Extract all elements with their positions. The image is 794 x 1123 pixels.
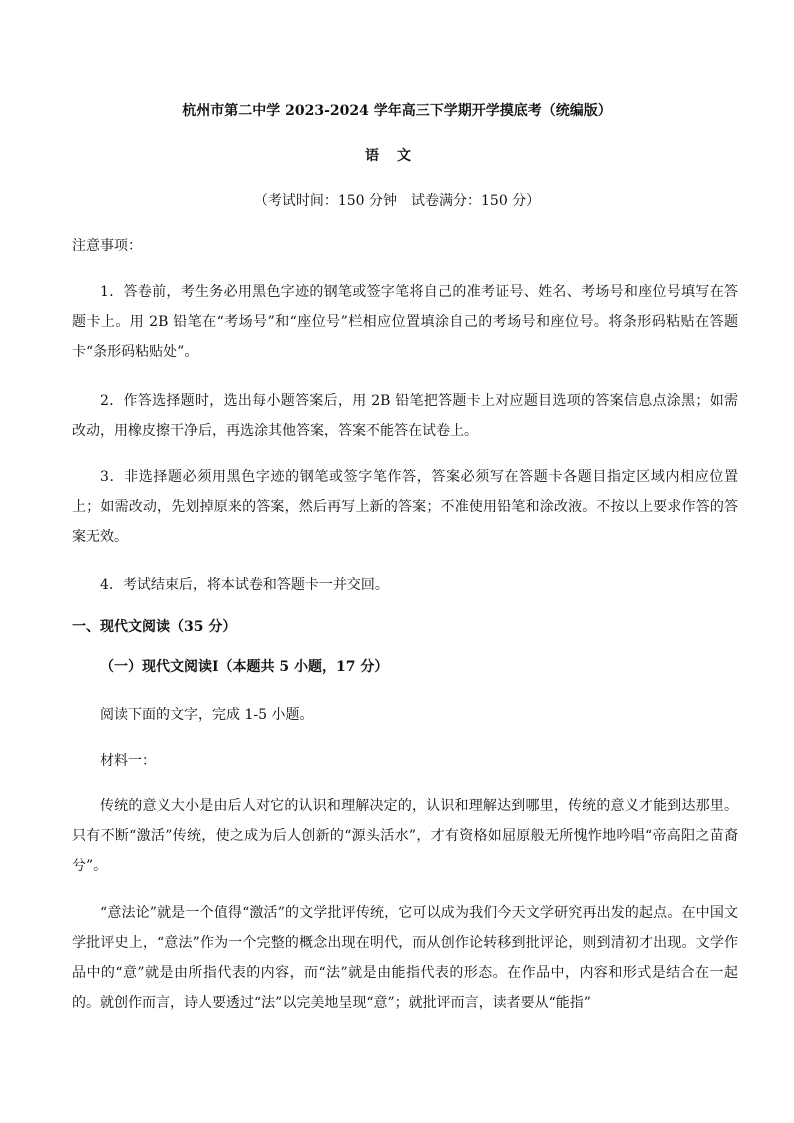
note-item-3: 3．非选择题必须用黑色字迹的钢笔或签字笔作答，答案必须写在答题卡各题目指定区域内相应位置上；如需改动，先划掉原来的答案，然后再写上新的答案；不准使用铅笔和涂改液。不按以上要求作答的答案无效。 [72,469,738,545]
note-item-4: 4．考试结束后，将本试卷和答题卡一并交回。 [100,577,389,593]
notes-heading: 注意事项： [72,238,142,254]
material-label: 材料一： [100,753,156,769]
exam-info: （考试时间：150 分钟 试卷满分：150 分） [253,193,541,209]
subsection-heading: （一）现代文阅读Ⅰ（本题共 5 小题，17 分） [100,659,389,675]
subject-title: 语文 [365,148,429,164]
material-paragraph-2: “意法论”就是一个值得“激活”的文学批评传统，它可以成为我们今天文学研究再出发的起点。在中国文学批评史上，“意法”作为一个完整的概念出现在明代，而从创作论转移到批评论，则到清初才出现。文学作品中的“意”就是由所指代表的内容，而“法”就是由能指代表的形态。在作品中，内容和形式是结合在一起的。就创作而言，诗人要透过“法”以完美地呈现“意”；就批评而言，读者要从“能指” [72,905,738,1011]
material-paragraph-1: 传统的意义大小是由后人对它的认识和理解决定的，认识和理解达到哪里，传统的意义才能到达那里。只有不断“激活”传统，使之成为后人创新的“源头活水”，才有资格如屈原般无所愧怍地吟唱“帝高阳之苗裔兮”。 [72,798,738,874]
section-heading: 一、现代文阅读（35 分） [72,619,237,635]
exam-title: 杭州市第二中学 2023-2024 学年高三下学期开学摸底考（统编版） [182,103,612,119]
note-item-1: 1．答卷前，考生务必用黑色字迹的钢笔或签字笔将自己的准考证号、姓名、考场号和座位号填写在答题卡上。用 2B 铅笔在“考场号”和“座位号”栏相应位置填涂自己的考场号和座位号。将条形码粘贴在答题卡“条形码粘贴处”。 [72,284,738,360]
reading-instruction: 阅读下面的文字，完成 1-5 小题。 [100,707,314,723]
note-item-2: 2．作答选择题时，选出每小题答案后，用 2B 铅笔把答题卡上对应题目选项的答案信息点涂黑；如需改动，用橡皮擦干净后，再选涂其他答案，答案不能答在试卷上。 [72,393,738,439]
